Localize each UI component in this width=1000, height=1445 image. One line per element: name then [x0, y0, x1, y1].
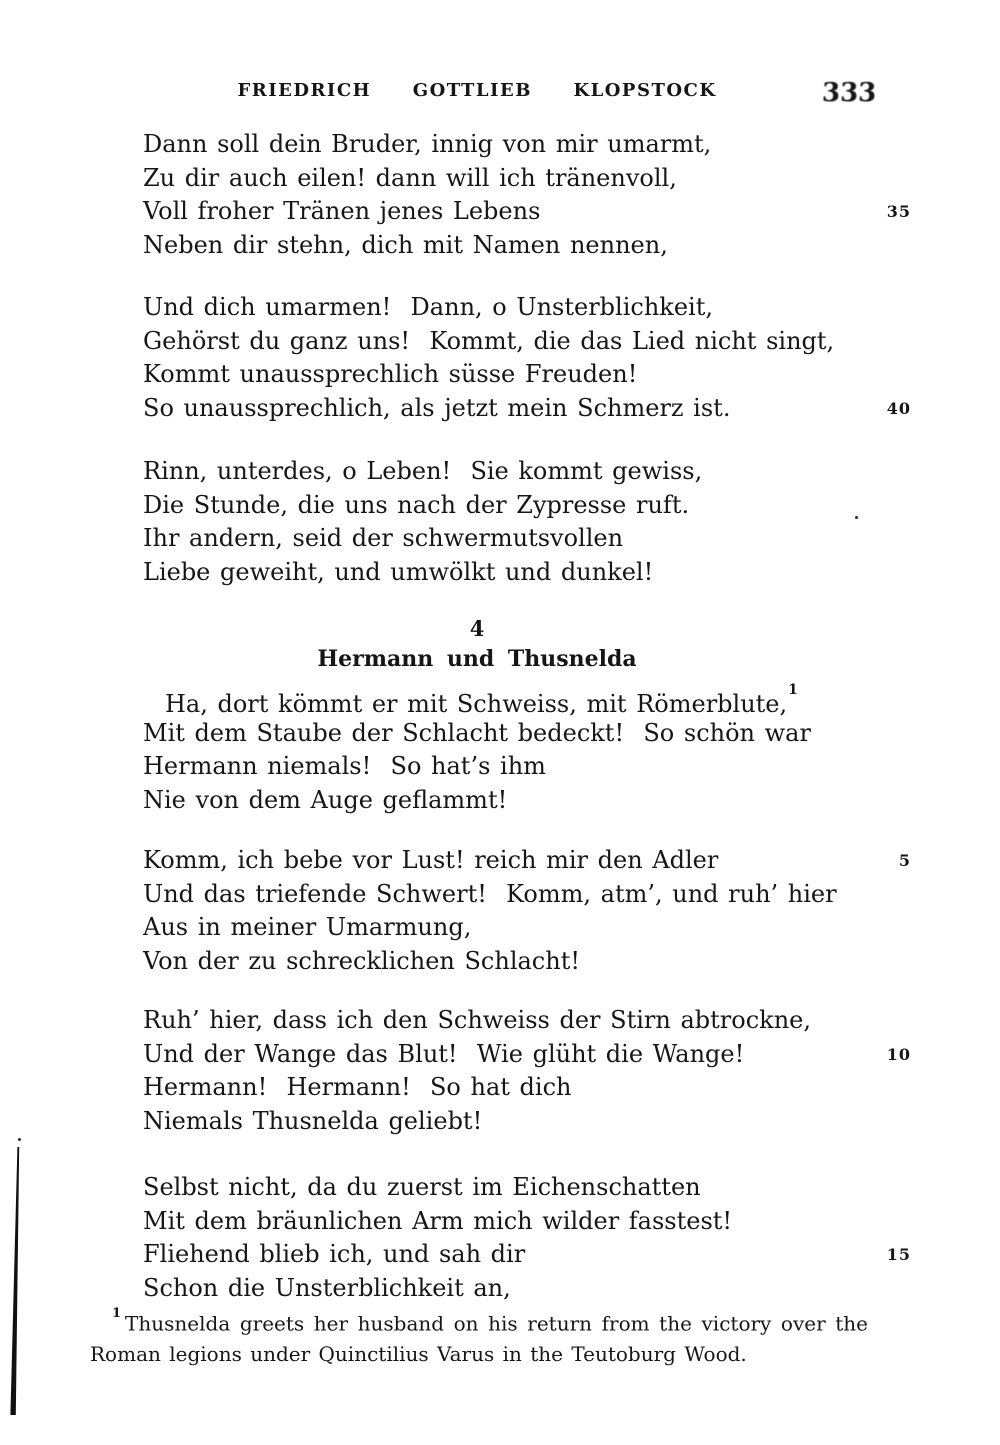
poem-line	[143, 911, 913, 945]
poem-line	[143, 750, 913, 784]
poem-line	[143, 1272, 913, 1306]
poem-line-text: So unaussprechlich, als jetzt mein Schmerz ist.	[143, 393, 731, 422]
poem-line-text: Komm, ich bebe vor Lust! reich mir den Adler	[143, 846, 719, 874]
verse-number: 5	[898, 851, 911, 870]
poem-line-text: Rinn, unterdes, o Leben! Sie kommt gewiss,	[143, 457, 703, 485]
poem-line-text: Die Stunde, die uns nach der Zypresse ruft.	[143, 490, 690, 519]
verse-number: 35	[886, 202, 911, 221]
poem-line-text: Liebe geweiht, und umwölkt und dunkel!	[143, 557, 654, 586]
poem-line	[143, 878, 913, 912]
verse-number: 40	[886, 398, 911, 418]
poem-line	[143, 1205, 913, 1239]
poem-line	[143, 1038, 913, 1072]
footnote-reference-marker: 1	[788, 682, 798, 698]
page-number: 333	[821, 78, 877, 108]
scan-speck	[18, 1138, 21, 1141]
poem-line-text: Gehörst du ganz uns! Kommt, die das Lied nicht singt,	[143, 326, 835, 355]
stanza	[143, 455, 913, 589]
poem-line-text: Dann soll dein Bruder, innig von mir umarmt,	[143, 130, 712, 158]
poem-line	[143, 683, 913, 717]
poem-line	[143, 291, 913, 325]
footnote-marker: 1	[112, 1306, 122, 1321]
poem-line-text: Von der zu schrecklichen Schlacht!	[143, 946, 580, 975]
poem-line-text: Niemals Thusnelda geliebt!	[143, 1106, 483, 1135]
poem-line-text: Schon die Unsterblichkeit an,	[143, 1273, 511, 1302]
footnote-paragraph	[90, 1305, 868, 1369]
stanza	[143, 1004, 913, 1138]
poem-line	[143, 325, 913, 359]
verse-number: 15	[886, 1245, 911, 1264]
poem-line-text: Und das triefende Schwert! Komm, atm’, und ruh’ hier	[143, 879, 837, 908]
poem-line-text: Hermann niemals! So hat’s ihm	[143, 752, 546, 780]
poem-line-text: Und dich umarmen! Dann, o Unsterblichkeit,	[143, 293, 713, 321]
poem-line	[143, 392, 913, 426]
poem-line	[143, 1071, 913, 1105]
poem-line	[143, 844, 913, 878]
poem-line	[143, 162, 913, 196]
poem-line	[143, 1171, 913, 1205]
section-title: Hermann und Thusnelda	[317, 646, 637, 672]
poem-line-text: Nie von dem Auge geflammt!	[143, 785, 508, 814]
poem-line-text: Voll froher Tränen jenes Lebens	[143, 197, 541, 225]
running-header: FRIEDRICH GOTTLIEB KLOPSTOCK	[237, 80, 717, 101]
footnote-text: Thusnelda greets her husband on his return from the victory over the Roman legions under Quinctilius Varus in the Teutoburg Wood.	[90, 1311, 868, 1366]
poem-line	[143, 1105, 913, 1139]
poem-line	[143, 229, 913, 263]
poem-line	[143, 1004, 913, 1038]
poem-line	[143, 1238, 913, 1272]
poem-line	[143, 195, 913, 229]
poem-line-text: Aus in meiner Umarmung,	[143, 913, 472, 941]
stanza	[143, 128, 913, 262]
poem-line	[143, 556, 913, 590]
verse-number: 10	[886, 1044, 911, 1064]
stanza	[143, 291, 913, 425]
poem-line	[143, 784, 913, 818]
section-number: 4	[469, 616, 485, 641]
scan-artifact-line	[10, 1147, 20, 1415]
poem-line	[143, 128, 913, 162]
scan-speck	[855, 516, 858, 519]
poem-line-text: Fliehend blieb ich, und sah dir	[143, 1240, 526, 1268]
poem-line	[143, 522, 913, 556]
poem-line-text: Ha, dort kömmt er mit Schweiss, mit Römerblute,	[165, 690, 788, 718]
poem-line	[143, 489, 913, 523]
poem-line-text: Ihr andern, seid der schwermutsvollen	[143, 524, 624, 552]
poem-line-text: Ruh’ hier, dass ich den Schweiss der Stirn abtrockne,	[143, 1006, 811, 1034]
poem-line-text: Mit dem bräunlichen Arm mich wilder fasstest!	[143, 1206, 733, 1235]
stanza	[143, 683, 913, 817]
poem-line-text: Kommt unaussprechlich süsse Freuden!	[143, 360, 638, 388]
poem-line	[143, 358, 913, 392]
poem-line	[143, 455, 913, 489]
poem-line-text: Hermann! Hermann! So hat dich	[143, 1073, 572, 1101]
stanza	[143, 1171, 913, 1305]
footnote	[90, 1305, 868, 1369]
poem-line-text: Selbst nicht, da du zuerst im Eichenschatten	[143, 1173, 701, 1201]
poem-line-text: Neben dir stehn, dich mit Namen nennen,	[143, 230, 668, 259]
poem-line	[143, 717, 913, 751]
stanza	[143, 844, 913, 978]
poem-line-text: Mit dem Staube der Schlacht bedeckt! So schön war	[143, 718, 811, 747]
poem-line	[143, 945, 913, 979]
poem-line-text: Und der Wange das Blut! Wie glüht die Wange!	[143, 1039, 745, 1068]
poem-line-text: Zu dir auch eilen! dann will ich tränenvoll,	[143, 163, 677, 192]
